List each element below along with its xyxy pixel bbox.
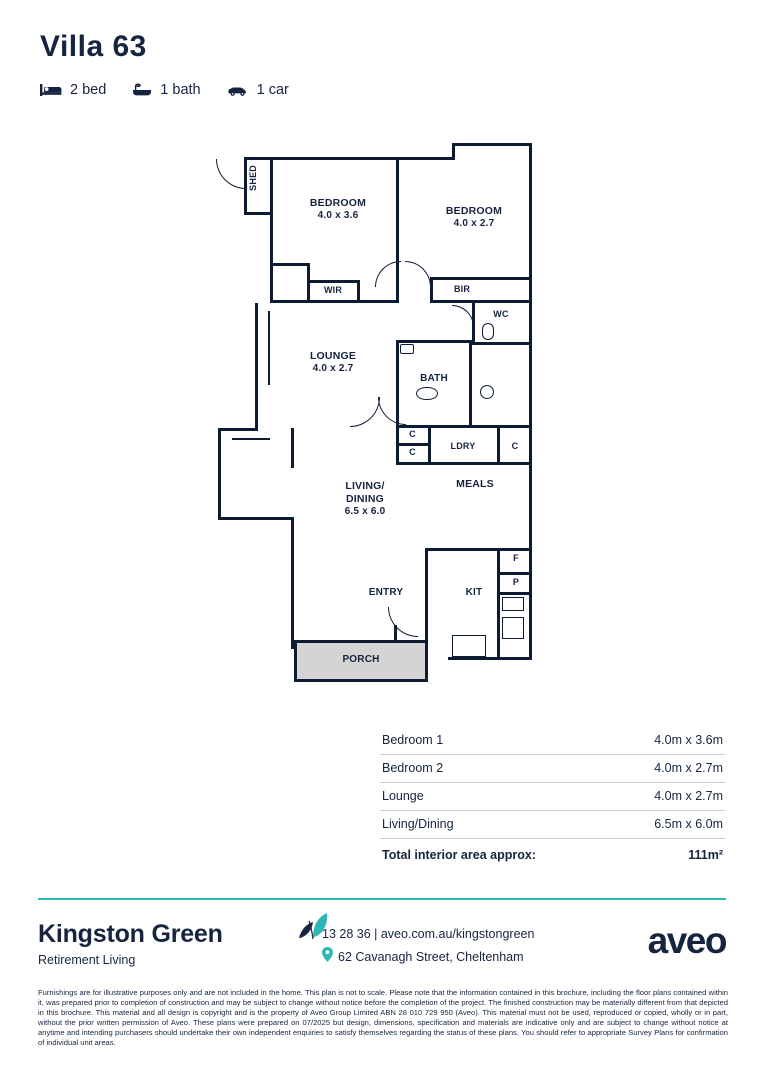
wall bbox=[291, 428, 294, 468]
wall bbox=[497, 572, 530, 575]
room-label-porch: PORCH bbox=[342, 654, 380, 665]
area-name: Lounge bbox=[382, 789, 424, 803]
basin-fixture bbox=[416, 387, 438, 400]
wall bbox=[294, 640, 297, 682]
brand-block bbox=[38, 920, 223, 967]
spec-bath bbox=[132, 82, 200, 98]
area-value: 6.5m x 6.0m bbox=[654, 817, 723, 831]
door-swing bbox=[405, 261, 431, 287]
total-value: 111m² bbox=[688, 848, 723, 862]
wall bbox=[218, 428, 221, 520]
aveo-logo: aveo bbox=[647, 920, 726, 961]
area-schedule bbox=[380, 727, 725, 869]
wall bbox=[310, 280, 358, 283]
room-label-bir: BIR bbox=[453, 284, 471, 294]
property-specs bbox=[40, 82, 289, 98]
table-row bbox=[380, 727, 725, 755]
wall bbox=[294, 640, 428, 643]
area-value: 4.0m x 3.6m bbox=[654, 733, 723, 747]
wall bbox=[291, 517, 294, 649]
table-row bbox=[380, 783, 725, 811]
room-label-ldry: LDRY bbox=[450, 441, 476, 451]
room-label-lounge: LOUNGE 4.0 x 2.7 bbox=[309, 350, 357, 375]
wall bbox=[396, 443, 429, 446]
door-swing bbox=[452, 305, 474, 327]
wall bbox=[270, 300, 399, 303]
wall bbox=[396, 425, 532, 428]
room-label-entry: ENTRY bbox=[368, 587, 404, 598]
wall bbox=[244, 157, 270, 160]
area-value: 4.0m x 2.7m bbox=[654, 789, 723, 803]
brand-name: Kingston Green bbox=[38, 920, 223, 948]
wall bbox=[425, 640, 428, 682]
wall bbox=[452, 143, 532, 146]
floor-plan bbox=[220, 135, 540, 695]
location-pin-icon bbox=[322, 947, 333, 968]
wall bbox=[399, 157, 455, 160]
wall bbox=[218, 517, 294, 520]
room-label-shed: SHED bbox=[248, 165, 258, 191]
wall bbox=[244, 212, 270, 215]
door-swing bbox=[350, 397, 380, 427]
wall bbox=[396, 281, 399, 303]
room-label-bedroom2: BEDROOM 4.0 x 2.7 bbox=[445, 205, 503, 230]
wall bbox=[270, 263, 310, 266]
room-label-bedroom1: BEDROOM 4.0 x 3.6 bbox=[309, 197, 367, 222]
room-label-wir: WIR bbox=[323, 285, 343, 295]
wall bbox=[255, 303, 258, 428]
spec-car bbox=[227, 82, 289, 98]
contact-phone-web[interactable]: 13 28 36 | aveo.com.au/kingstongreen bbox=[322, 927, 535, 941]
disclaimer-text: Furnishings are for illustrative purposes only and are not included in the home. This plan is not to scale. Please note that the information contained in this brochure, including the floor plans contained within it, was prepared prior to completion of construction and may be subject to change without notice before the completion of the project. The finished construction may be materially different from that depicted in this brochure. This material and all design is copyright and is the property of Aveo Group Limited ABN 28 010 729 950 (Aveo). This material must not be used, reproduced or copied, wholly or in part, without the prior written permission of Aveo. These plans were prepared on 07/2025 but design, dimensions, specification and materials are indicative only and are subject to change without notice at anytime and intending purchasers should undertake their own independent enquiries to satisfy themselves regarding the status of these plans. You should refer to appropriate Survey Plans for confirmation of individual unit areas. bbox=[38, 988, 728, 1048]
wall bbox=[307, 263, 310, 303]
room-label-f: F bbox=[513, 553, 519, 563]
room-label-c3: C bbox=[511, 441, 519, 451]
room-label-bath: BATH bbox=[420, 373, 448, 384]
bed-icon bbox=[40, 83, 62, 97]
table-row-total bbox=[380, 839, 725, 869]
door-swing bbox=[378, 397, 406, 425]
area-name: Bedroom 1 bbox=[382, 733, 444, 747]
toilet-fixture bbox=[482, 323, 494, 340]
footer-divider bbox=[38, 898, 726, 900]
wall bbox=[497, 551, 500, 657]
spec-bed bbox=[40, 82, 106, 98]
page-title: Villa 63 bbox=[40, 30, 147, 63]
table-row bbox=[380, 755, 725, 783]
contact-block bbox=[322, 925, 534, 969]
cooktop-fixture bbox=[502, 597, 524, 611]
area-name: Living/Dining bbox=[382, 817, 454, 831]
shower-fixture bbox=[480, 385, 494, 399]
spec-car-label: 1 car bbox=[256, 82, 289, 98]
area-value: 4.0m x 2.7m bbox=[654, 761, 723, 775]
room-label-meals: MEALS bbox=[456, 478, 494, 490]
room-label-c2: C bbox=[409, 447, 416, 457]
window bbox=[232, 438, 270, 440]
bath-icon bbox=[132, 83, 152, 97]
wall bbox=[529, 143, 532, 425]
table-row bbox=[380, 811, 725, 839]
wall bbox=[270, 263, 273, 303]
wall bbox=[270, 157, 399, 160]
area-name: Bedroom 2 bbox=[382, 761, 444, 775]
car-icon bbox=[227, 84, 249, 97]
room-label-c1: C bbox=[409, 429, 416, 439]
room-label-wc: WC bbox=[493, 309, 509, 319]
wall bbox=[291, 428, 293, 431]
wall bbox=[472, 342, 529, 345]
wall bbox=[430, 300, 529, 303]
shed-door-swing bbox=[216, 159, 246, 189]
sink-fixture bbox=[452, 635, 486, 657]
bath-fixture bbox=[400, 344, 414, 354]
room-label-living-dining: LIVING/ DINING 6.5 x 6.0 bbox=[344, 480, 386, 518]
room-label-p: P bbox=[512, 577, 520, 587]
spec-bath-label: 1 bath bbox=[160, 82, 201, 98]
contact-address bbox=[322, 947, 534, 968]
contact-address-text: 62 Cavanagh Street, Cheltenham bbox=[338, 950, 524, 965]
spec-bed-label: 2 bed bbox=[70, 82, 107, 98]
wall bbox=[469, 340, 472, 428]
total-label: Total interior area approx: bbox=[382, 848, 536, 862]
brand-tagline: Retirement Living bbox=[38, 953, 136, 967]
wall bbox=[396, 462, 532, 465]
entry-door-swing bbox=[388, 607, 418, 637]
wall bbox=[497, 592, 530, 595]
wall bbox=[448, 657, 532, 660]
wall bbox=[218, 428, 258, 431]
wall bbox=[425, 548, 532, 551]
wall bbox=[529, 425, 532, 657]
wall bbox=[396, 340, 472, 343]
wall bbox=[430, 277, 529, 280]
room-label-kit: KIT bbox=[465, 587, 483, 598]
wall bbox=[294, 679, 428, 682]
oven-fixture bbox=[502, 617, 524, 639]
